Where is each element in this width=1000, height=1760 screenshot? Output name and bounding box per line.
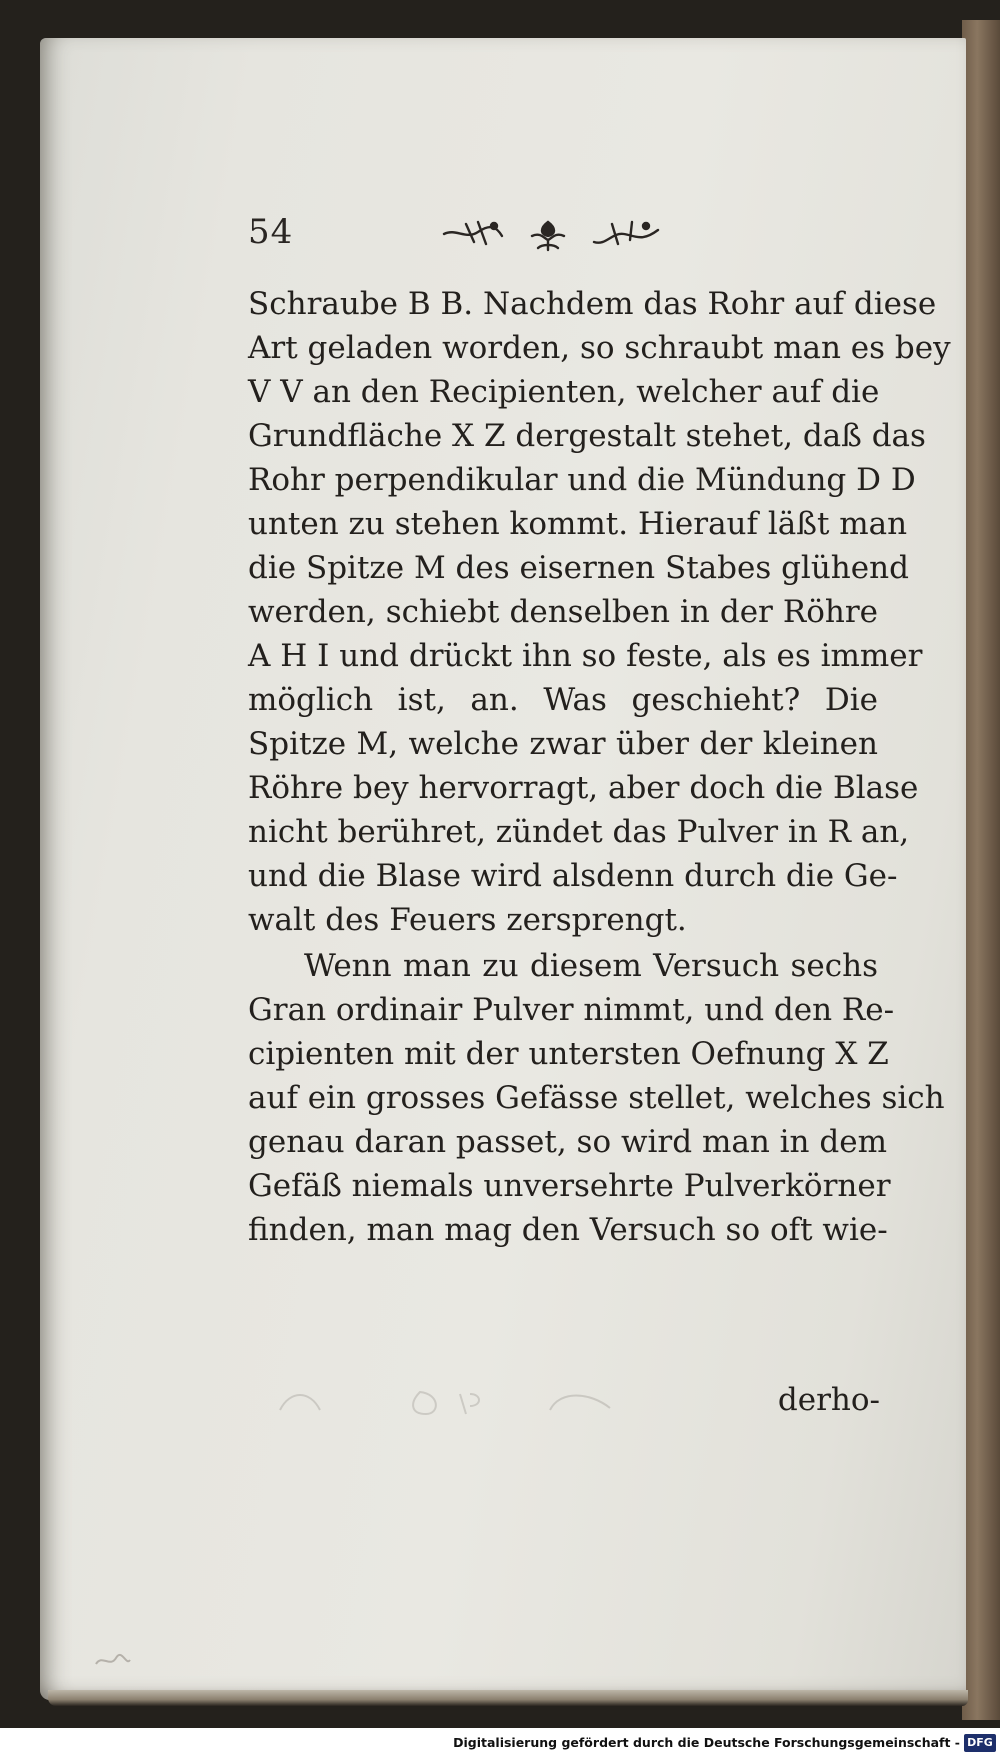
fleuron-ornament-icon	[436, 212, 666, 256]
text-line: Gefäß niemals unversehrte Pulverkörner	[248, 1168, 891, 1204]
catchword: derho‐	[777, 1382, 880, 1418]
text-line: auf ein grosses Gefässe stellet, welches sich	[248, 1080, 945, 1116]
dfg-logo: DFG	[964, 1734, 996, 1752]
text-line: finden, man mag den Versuch so oft wie‐	[248, 1212, 888, 1248]
text-line: möglich ist, an. Was geschieht? Die	[248, 682, 878, 718]
text-line: nicht berühret, zündet das Pulver in R an,	[248, 814, 910, 850]
page-header	[248, 212, 888, 262]
text-line: werden, schiebt denselben in der Röhre	[248, 594, 878, 630]
text-line: und die Blase wird alsdenn durch die Ge‐	[248, 858, 898, 894]
text-line: Spitze M, welche zwar über der kleinen	[248, 726, 878, 762]
page-number: 54	[248, 212, 294, 252]
text-line: cipienten mit der untersten Oefnung X Z	[248, 1036, 889, 1072]
text-line: genau daran passet, so wird man in dem	[248, 1124, 887, 1160]
text-line: Gran ordinair Pulver nimmt, und den Re‐	[248, 992, 895, 1028]
book-board-edge	[962, 20, 1000, 1720]
text-line: Art geladen worden, so schraubt man es bey	[248, 330, 951, 366]
funding-credit: Digitalisierung gefördert durch die Deutsche Forschungsgemeinschaft -	[453, 1735, 960, 1750]
page-bottom-edge	[48, 1690, 968, 1706]
text-line: unten zu stehen kommt. Hierauf läßt man	[248, 506, 908, 542]
text-line: Grundfläche X Z dergestalt stehet, daß das	[248, 418, 926, 454]
text-line: walt des Feuers zersprengt.	[248, 902, 687, 938]
text-line: V V an den Recipienten, welcher auf die	[248, 374, 880, 410]
text-line: Röhre bey hervorragt, aber doch die Blase	[248, 770, 919, 806]
ink-smudge-icon	[92, 1650, 132, 1672]
text-line: Schraube B B. Nachdem das Rohr auf diese	[248, 286, 937, 322]
text-line: die Spitze M des eisernen Stabes glühend	[248, 550, 909, 586]
text-line: Wenn man zu diesem Versuch sechs	[304, 948, 878, 984]
text-line: Rohr perpendikular und die Mündung D D	[248, 462, 916, 498]
text-line: A H I und drückt ihn so feste, als es immer	[248, 638, 923, 674]
digitization-footer	[0, 1728, 1000, 1760]
